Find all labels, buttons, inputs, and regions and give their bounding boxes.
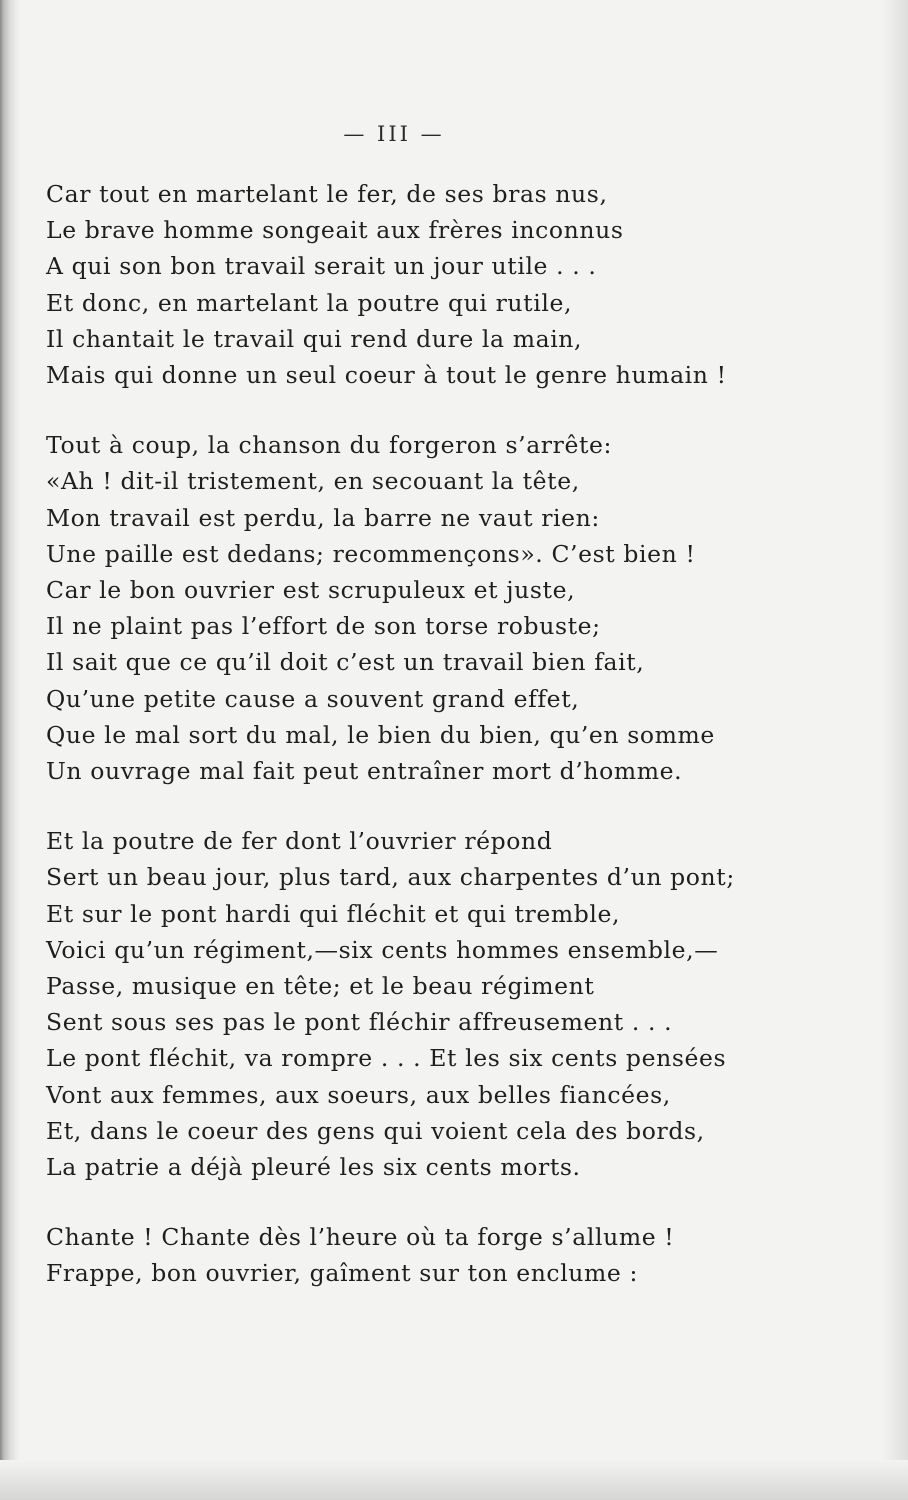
verse-line: Chante ! Chante dès l’heure où ta forge s’allume ! [46,1223,675,1252]
verse-line: Que le mal sort du mal, le bien du bien, qu’en somme [46,720,715,749]
verse-line: Car tout en martelant le fer, de ses bras nus, [46,180,608,208]
verse-line: Passe, musique en tête; et le beau régiment [46,972,595,1001]
stanza-1 [46,176,846,393]
verse-line: Tout à coup, la chanson du forgeron s’arrête: [46,431,613,460]
verse-line: Il ne plaint pas l’effort de son torse robuste; [46,612,601,641]
verse-line: Sent sous ses pas le pont fléchir affreusement . . . [46,1008,673,1037]
verse-line: «Ah ! dit-il tristement, en secouant la tête, [46,467,580,496]
stanza-3 [46,823,846,1185]
verse-line: Et sur le pont hardi qui fléchit et qui tremble, [46,899,621,928]
verse-line: Un ouvrage mal fait peut entraîner mort d’homme. [46,757,683,786]
verse-line: Qu’une petite cause a souvent grand effet, [46,684,580,713]
page-number: — III — [343,122,445,146]
verse-line: Il chantait le travail qui rend dure la main, [46,324,583,353]
stanza-4 [46,1219,846,1291]
page-edge-shadow [882,0,908,1500]
book-binding-shadow [0,0,20,1500]
verse-line: Et, dans le coeur des gens qui voient cela des bords, [46,1116,705,1145]
verse-line: Sert un beau jour, plus tard, aux charpentes d’un pont; [46,863,735,892]
verse-line: A qui son bon travail serait un jour utile . . . [46,252,597,281]
stanza-2 [46,427,846,789]
verse-line: Mais qui donne un seul coeur à tout le genre humain ! [46,361,727,390]
verse-line: Vont aux femmes, aux soeurs, aux belles fiancées, [46,1080,671,1109]
verse-line: Mon travail est perdu, la barre ne vaut rien: [46,503,600,532]
verse-line: Et la poutre de fer dont l’ouvrier répond [46,827,553,856]
verse-line: Il sait que ce qu’il doit c’est un travail bien fait, [46,648,645,677]
page-bottom-shadow [0,1460,908,1500]
poem-text [46,176,846,1326]
verse-line: Frappe, bon ouvrier, gaîment sur ton enclume : [46,1259,639,1288]
verse-line: Car le bon ouvrier est scrupuleux et juste, [46,576,576,605]
verse-line: Le pont fléchit, va rompre . . . Et les six cents pensées [46,1044,727,1073]
verse-line: La patrie a déjà pleuré les six cents morts. [46,1153,581,1182]
verse-line: Voici qu’un régiment,—six cents hommes ensemble,— [46,935,719,964]
verse-line: Une paille est dedans; recommençons». C’est bien ! [46,539,696,568]
verse-line: Le brave homme songeait aux frères inconnus [46,216,624,245]
verse-line: Et donc, en martelant la poutre qui rutile, [46,288,573,317]
